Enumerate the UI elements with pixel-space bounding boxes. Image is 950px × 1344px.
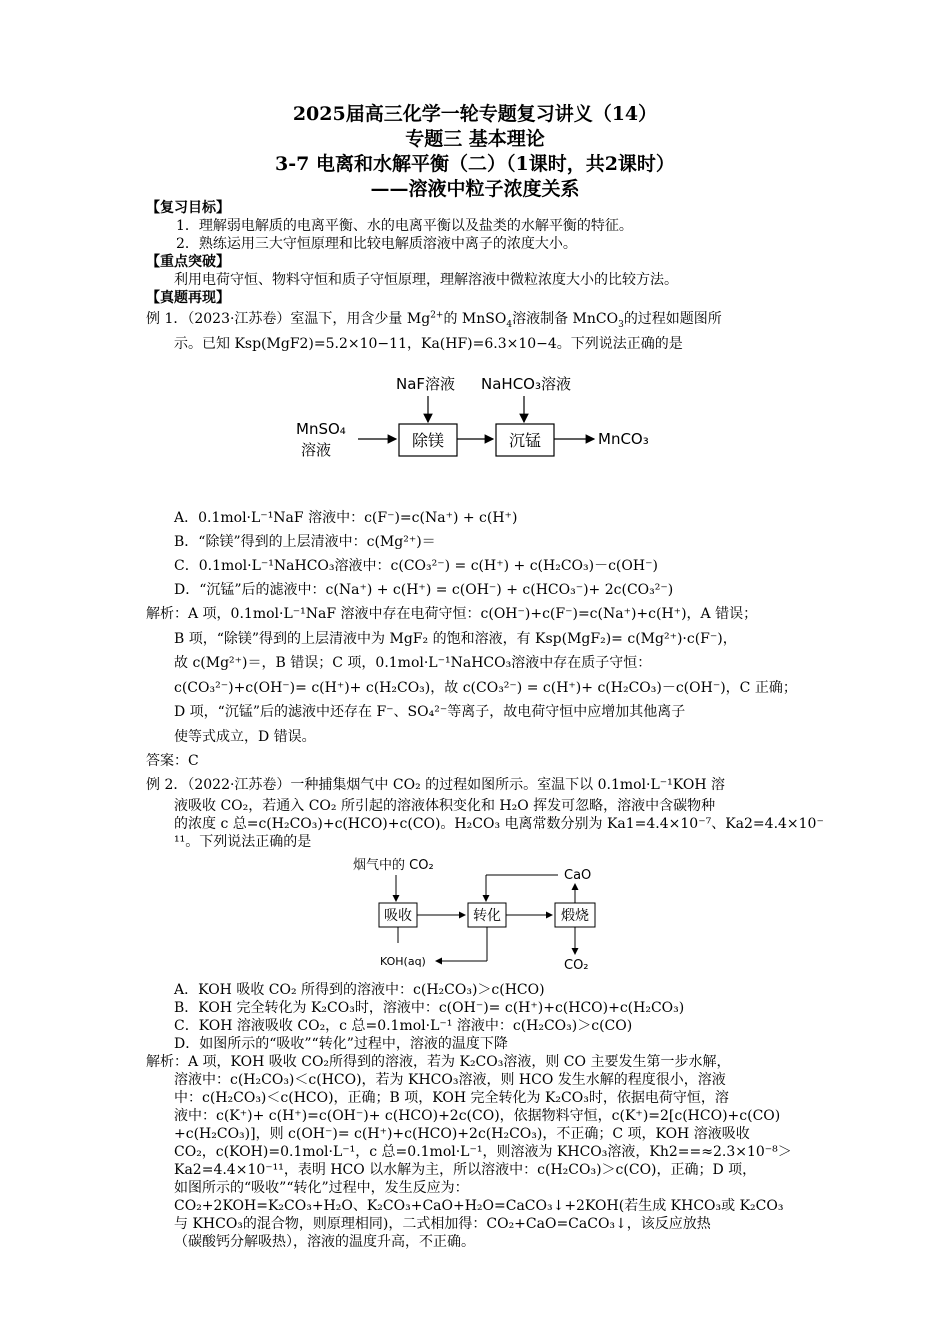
example2-analysis-8: 如图所示的“吸收”“转化”过程中，发生反应为：: [174, 1180, 469, 1196]
mnco3-label: MnCO₃: [598, 430, 649, 448]
example1-stem-c: 溶液制备 MnCO: [512, 311, 619, 327]
example2-analysis-4: 液中：c(K⁺)+ c(H⁺)=c(OH⁻)+ c(HCO)+2c(CO)，依据物料守恒，c(K⁺)=2[c(HCO)+c(CO): [174, 1108, 781, 1124]
example2-stem-2: 液吸收 CO₂，若通入 CO₂ 所引起的溶液体积变化和 H₂O 挥发可忽略，溶液中含碳物种: [174, 798, 716, 814]
koh-label: KOH(aq): [380, 955, 426, 968]
example1-analysis-1: 解析：A 项，0.1mol·L⁻¹NaF 溶液中存在电荷守恒：c(OH⁻)+c(F⁻)=c(Na⁺)+c(H⁺)，A 错误；: [146, 606, 758, 622]
example1-stem-b: 的 MnSO: [443, 311, 507, 327]
example2-option-c: C．KOH 溶液吸收 CO₂，c 总=0.1mol·L⁻¹ 溶液中：c(H₂CO₃)＞c(CO): [174, 1018, 633, 1034]
example1-analysis-2: B 项，“除镁”得到的上层清液中为 MgF₂ 的饱和溶液，有 Ksp(MgF₂)= c(Mg²⁺)·c(F⁻)，: [174, 630, 737, 647]
example1-analysis-4: c(CO₃²⁻)+c(OH⁻)= c(H⁺)+ c(H₂CO₃)，故 c(CO₃²⁻) = c(H⁺)+ c(H₂CO₃)－c(OH⁻)，C 正确；: [174, 679, 797, 696]
example1-option-c: C．0.1mol·L⁻¹NaHCO₃溶液中：c(CO₃²⁻) = c(H⁺) + c(H₂CO₃)－c(OH⁻): [174, 558, 658, 574]
example2-analysis-11: （碳酸钙分解吸热），溶液的温度升高，不正确。: [174, 1234, 475, 1250]
title-line-4: ——溶液中粒子浓度关系: [370, 178, 580, 200]
example2-option-b: B．KOH 完全转化为 K₂CO₃时，溶液中：c(OH⁻)= c(H⁺)+c(HCO)+c(H₂CO₃): [174, 1000, 685, 1016]
real-exam-heading: 【真题再现】: [146, 290, 230, 306]
example2-stem-3: 的浓度 c 总=c(H₂CO₃)+c(HCO)+c(CO)。H₂CO₃ 电离常数分别为 Ka1=4.4×10⁻⁷、Ka2=4.4×10⁻: [174, 816, 824, 832]
example1-analysis-6: 使等式成立，D 错误。: [174, 728, 316, 745]
box-precipitate-mn-label: 沉锰: [508, 431, 542, 450]
title-line-3: 3-7 电离和水解平衡（二）（1课时，共2课时）: [275, 153, 675, 175]
example1-sub-3: 3: [618, 319, 624, 330]
box-calcine-label: 煅烧: [561, 908, 589, 924]
example2-stem-1: 例 2．（2022·江苏卷）一种捕集烟气中 CO₂ 的过程如图所示。室温下以 0.1mol·L⁻¹KOH 溶: [146, 777, 726, 793]
example1-stem-line2: 示。已知 Ksp(MgF2)=5.2×10−11，Ka(HF)=6.3×10−4。下列说法正确的是: [174, 335, 683, 352]
title-block: [0, 102, 950, 202]
mnso4-label: MnSO₄: [296, 420, 346, 438]
example1-flow-svg: [146, 356, 806, 506]
example1-stem-line1: [146, 307, 806, 332]
document-body: [146, 199, 824, 1251]
example2-stem-4: ¹¹。下列说法正确的是: [174, 834, 312, 850]
nahco3-label: NaHCO₃溶液: [481, 375, 571, 393]
cao-label: CaO: [564, 868, 592, 883]
title-line-2: 专题三 基本理论: [405, 128, 545, 150]
example2-option-a: A．KOH 吸收 CO₂ 所得到的溶液中：c(H₂CO₃)＞c(HCO): [174, 982, 545, 998]
example2-option-d: D．如图所示的“吸收”“转化”过程中，溶液的温度下降: [174, 1036, 508, 1052]
example1-sup-2plus: 2+: [430, 310, 444, 321]
example1-option-a: A．0.1mol·L⁻¹NaF 溶液中：c(F⁻)=c(Na⁺) + c(H⁺): [174, 510, 518, 526]
example2-analysis-9: CO₂+2KOH=K₂CO₃+H₂O、K₂CO₃+CaO+H₂O=CaCO₃↓+2KOH(若生成 KHCO₃或 K₂CO₃: [174, 1198, 784, 1214]
goal-2: 2．熟练运用三大守恒原理和比较电解质溶液中离子的浓度大小。: [176, 236, 577, 252]
example1-sub-4: 4: [506, 319, 513, 330]
example2-analysis-3: 中：c(H₂CO₃)＜c(HCO)，正确；B 项，KOH 完全转化为 K₂CO₃时，依据电荷守恒，溶: [174, 1090, 729, 1106]
example2-analysis-2: 溶液中：c(H₂CO₃)＜c(HCO)，若为 KHCO₃溶液，则 HCO 发生水解的程度很小，溶液: [174, 1072, 726, 1088]
example1-flow-diagram: [146, 356, 806, 506]
focus-heading: 【重点突破】: [146, 254, 230, 270]
flue-co2-label: 烟气中的 CO₂: [353, 858, 434, 873]
example2-flow-svg: [146, 851, 806, 981]
focus-text: 利用电荷守恒、物料守恒和质子守恒原理，理解溶液中微粒浓度大小的比较方法。: [174, 272, 678, 288]
example1-answer: 答案：C: [146, 753, 199, 769]
naf-label: NaF溶液: [396, 375, 456, 393]
example1-stem-d: 的过程如题图所: [623, 311, 722, 327]
box-absorb-label: 吸收: [384, 908, 412, 924]
goal-1: 1．理解弱电解质的电离平衡、水的电离平衡以及盐类的水解平衡的特征。: [176, 218, 633, 234]
example2-analysis-5: +c(H₂CO₃)]，则 c(OH⁻)= c(H⁺)+c(HCO)+2c(H₂CO₃)，不正确；C 项，KOH 溶液吸收: [174, 1126, 750, 1142]
mnso4-solution-label: 溶液: [301, 441, 332, 459]
box-convert-label: 转化: [473, 908, 501, 924]
title-line-1: 2025届高三化学一轮专题复习讲义（14）: [292, 103, 658, 125]
goals-heading: 【复习目标】: [146, 200, 230, 216]
example1-option-d: D．“沉锰”后的滤液中：c(Na⁺) + c(H⁺) = c(OH⁻) + c(HCO₃⁻)+ 2c(CO₃²⁻): [174, 582, 674, 598]
example1-stem-a: 例 1．（2023·江苏卷）室温下，用含少量 Mg: [146, 311, 431, 327]
example2-analysis-10: 与 KHCO₃的混合物，则原理相同)，二式相加得：CO₂+CaO=CaCO₃↓，该反应放热: [174, 1216, 711, 1232]
example2-flow-diagram: [146, 851, 806, 981]
example2-analysis-1: 解析：A 项，KOH 吸收 CO₂所得到的溶液，若为 K₂CO₃溶液，则 CO 主要发生第一步水解，: [146, 1054, 731, 1070]
example2-analysis-7: Ka2=4.4×10⁻¹¹，表明 HCO 以水解为主，所以溶液中：c(H₂CO₃)＞c(CO)，正确；D 项，: [174, 1162, 757, 1178]
example1-option-b: B．“除镁”得到的上层清液中：c(Mg²⁺)＝: [174, 534, 436, 550]
example2-analysis-6: CO₂，c(KOH)=0.1mol·L⁻¹，c 总=0.1mol·L⁻¹，则溶液为 KHCO₃溶液，Kh2==≈2.3×10⁻⁸＞: [174, 1144, 792, 1160]
example1-analysis-3: 故 c(Mg²⁺)＝，B 错误；C 项，0.1mol·L⁻¹NaHCO₃溶液中存在质子守恒：: [174, 655, 652, 671]
box-remove-mg-label: 除镁: [411, 431, 445, 450]
co2-out-label: CO₂: [564, 958, 589, 973]
example1-analysis-5: D 项，“沉锰”后的滤液中还存在 F⁻、SO₄²⁻等离子，故电荷守恒中应增加其他离子: [174, 704, 686, 720]
